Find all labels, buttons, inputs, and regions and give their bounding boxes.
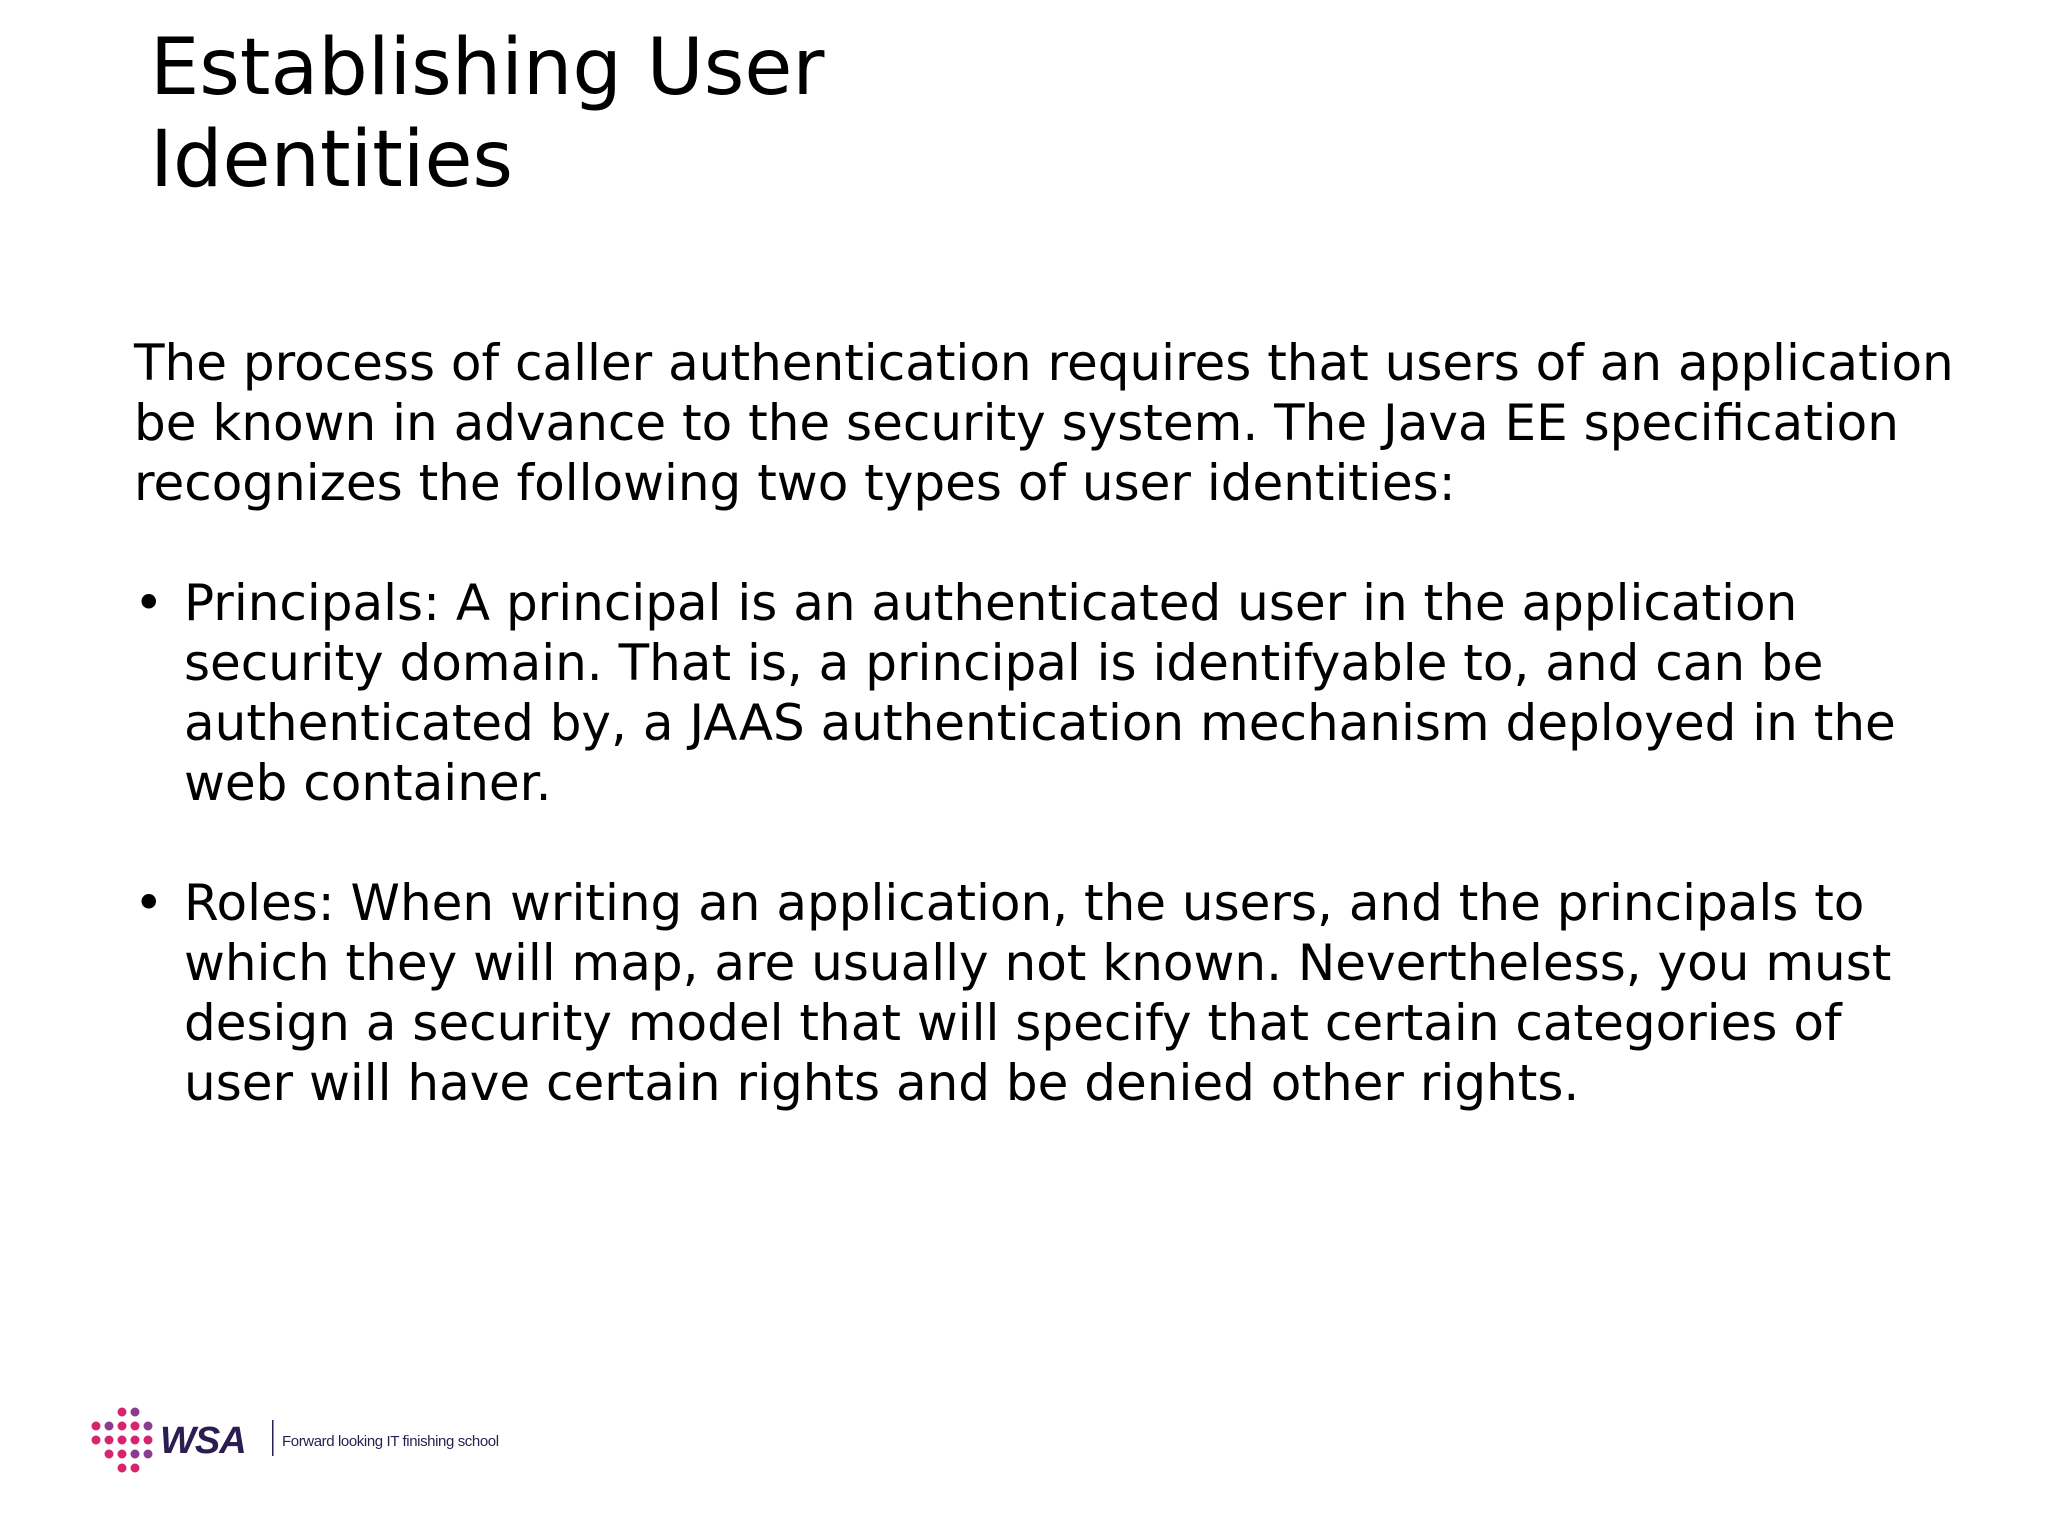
- intro-paragraph: The process of caller authentication requires that users of an application be known in advance to the security system. The Java EE specification recognizes the following two types of user identities:: [134, 334, 1954, 512]
- logo-divider: [272, 1420, 274, 1456]
- wsa-logo: [90, 1404, 520, 1474]
- bullet-list: [134, 573, 1964, 1113]
- slide-body: [134, 333, 1964, 1173]
- bullet-text: Roles: When writing an application, the users, and the principals to which they will map, are usually not known. Nevertheless, you must design a security model that will specify that certain categories of user will have certain rights and be denied other rights.: [184, 874, 1892, 1112]
- bullet-item-principals: [134, 573, 1964, 813]
- slide-title: Establishing User Identities: [150, 23, 825, 205]
- logo-tagline: Forward looking IT finishing school: [282, 1433, 499, 1450]
- bullet-text: Principals: A principal is an authenticated user in the application security domain. That is, a principal is identifyable to, and can be authenticated by, a JAAS authentication mechanism deployed in the web container.: [184, 574, 1896, 812]
- bullet-glyph: •: [134, 574, 164, 632]
- dot-grid-logo-icon: [92, 1408, 153, 1473]
- logo-brand: WSA: [160, 1420, 246, 1462]
- bullet-glyph: •: [134, 874, 164, 932]
- bullet-item-roles: [134, 873, 1964, 1113]
